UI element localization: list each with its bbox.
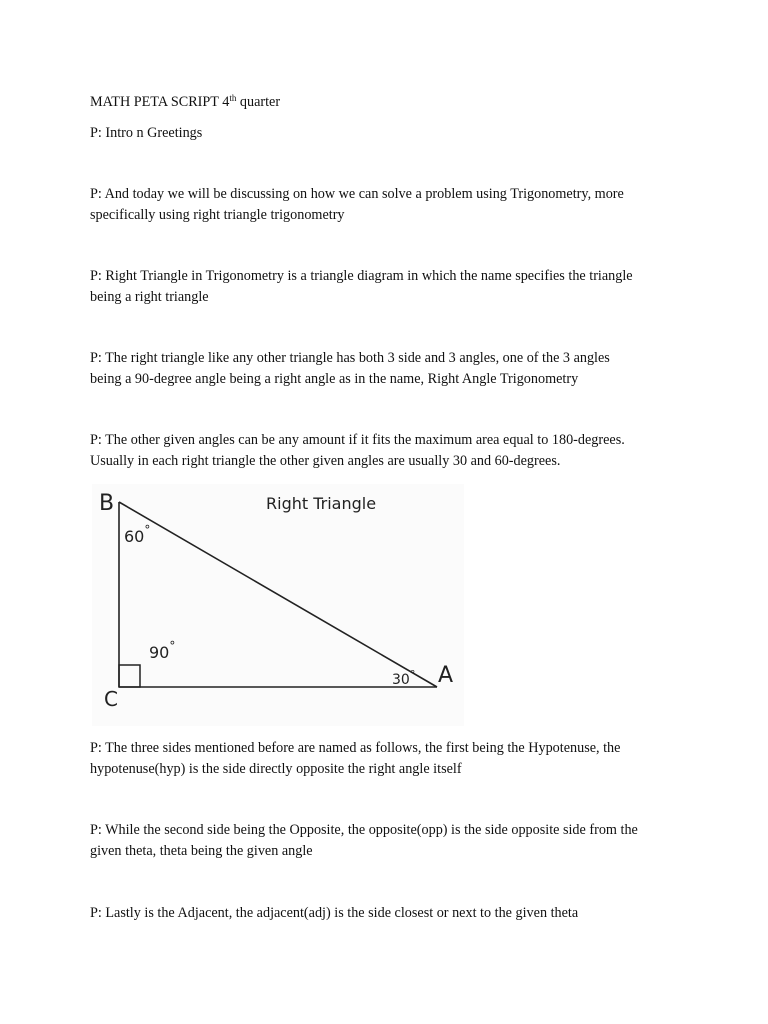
paragraph-hypotenuse-line-1: P: The three sides mentioned before are named as follows, the first being the Hypotenuse, the bbox=[90, 740, 621, 756]
right-triangle-diagram bbox=[92, 484, 464, 726]
right-triangle-figure bbox=[92, 484, 464, 726]
paragraph-right-triangle-line-2: being a right triangle bbox=[90, 289, 209, 305]
degree-mark-b: ° bbox=[144, 523, 151, 537]
paragraph-right-triangle-line-1: P: Right Triangle in Trigonometry is a triangle diagram in which the name specifies the triangle bbox=[90, 268, 633, 284]
title-prefix: MATH PETA SCRIPT 4 bbox=[90, 94, 230, 110]
vertex-label-a: A bbox=[438, 663, 454, 688]
angle-value-b: 60 bbox=[124, 527, 145, 546]
title-superscript: th bbox=[229, 93, 237, 103]
paragraph-opposite-line-2: given theta, theta being the given angle bbox=[90, 843, 313, 859]
paragraph-other-angles-line-2: Usually in each right triangle the other given angles are usually 30 and 60-degrees. bbox=[90, 453, 561, 469]
angle-value-a: 30 bbox=[392, 672, 410, 688]
paragraph-opposite-line-1: P: While the second side being the Opposite, the opposite(opp) is the side opposite side from the bbox=[90, 822, 638, 838]
paragraph-sides-angles-line-2: being a 90-degree angle being a right angle as in the name, Right Angle Trigonometry bbox=[90, 371, 579, 387]
document-title bbox=[90, 92, 280, 113]
paragraph-adjacent: P: Lastly is the Adjacent, the adjacent(adj) is the side closest or next to the given theta bbox=[90, 905, 579, 921]
paragraph-sides-angles-line-1: P: The right triangle like any other triangle has both 3 side and 3 angles, one of the 3 angles bbox=[90, 350, 610, 366]
figure-background bbox=[92, 484, 464, 726]
paragraph-other-angles-line-1: P: The other given angles can be any amount if it fits the maximum area equal to 180-degrees. bbox=[90, 432, 625, 448]
paragraph-intro: P: Intro n Greetings bbox=[90, 125, 203, 141]
vertex-label-b: B bbox=[99, 491, 115, 516]
paragraph-topic-line-1: P: And today we will be discussing on how we can solve a problem using Trigonometry, more bbox=[90, 186, 624, 202]
figure-title: Right Triangle bbox=[266, 494, 377, 513]
vertex-label-c: C bbox=[104, 687, 118, 711]
paragraph-hypotenuse-line-2: hypotenuse(hyp) is the side directly opposite the right angle itself bbox=[90, 761, 462, 777]
angle-value-c: 90 bbox=[149, 643, 170, 662]
paragraph-topic-line-2: specifically using right triangle trigonometry bbox=[90, 207, 345, 223]
degree-mark-c: ° bbox=[169, 639, 176, 653]
degree-mark-a: ° bbox=[409, 668, 416, 681]
title-suffix: quarter bbox=[236, 94, 281, 110]
